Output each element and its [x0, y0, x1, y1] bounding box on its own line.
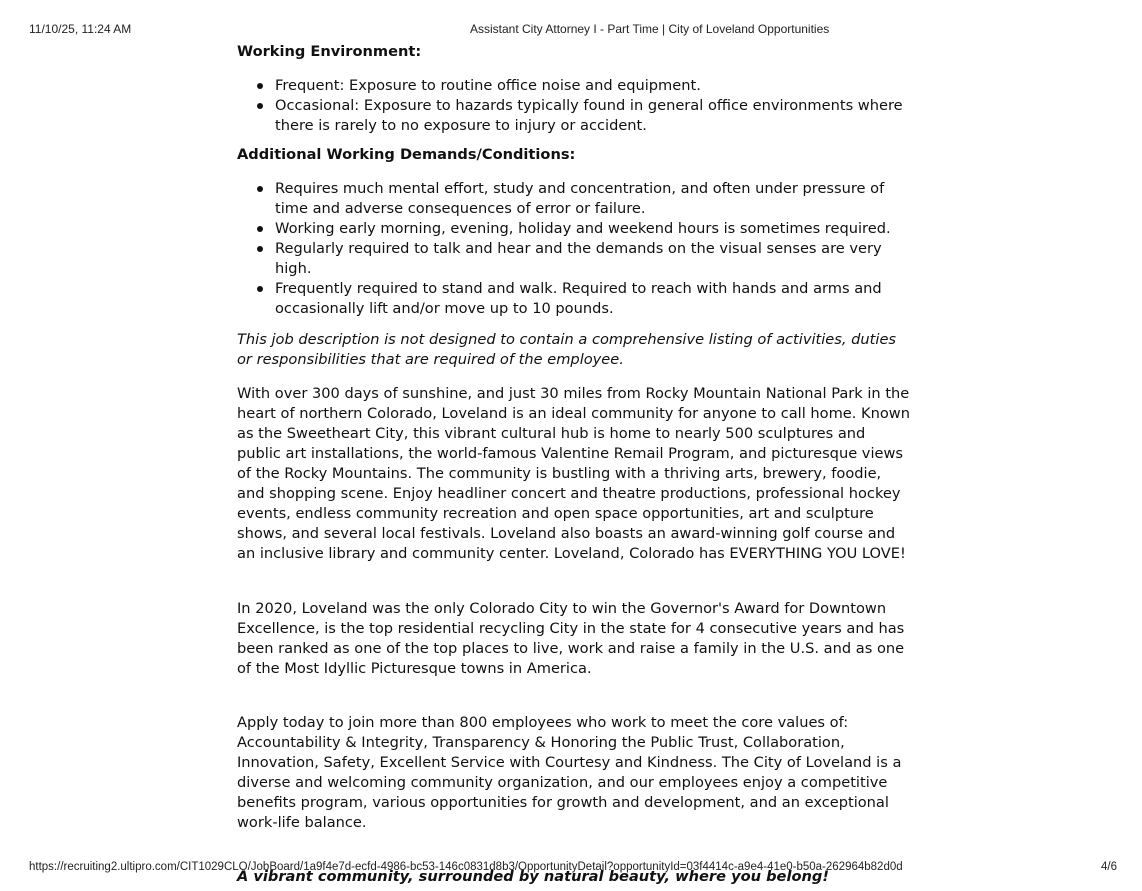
page-number: 4/6: [1101, 861, 1117, 873]
list-item: Working early morning, evening, holiday and weekend hours is sometimes required.: [275, 219, 913, 239]
about-paragraph-3: Apply today to join more than 800 employees who work to meet the core values of: Accountability & Integrity, Transparency & Honoring the Public Trust, Collaboration, Innovation, Safety, Excellent Service with Courtesy and Kindness. The City of Loveland is a diverse and welcoming community organization, and our employees enjoy a competitive benefits program, various opportunities for growth and development, and an exceptional work-life balance.: [237, 714, 902, 831]
list-item: Frequent: Exposure to routine office noise and equipment.: [275, 76, 913, 96]
additional-demands-heading: Additional Working Demands/Conditions:: [237, 146, 576, 163]
working-environment-list: [237, 76, 913, 136]
list-item: Requires much mental effort, study and concentration, and often under pressure of time and adverse consequences of error or failure.: [275, 179, 913, 219]
additional-demands-list: [237, 179, 913, 319]
tagline: A vibrant community, surrounded by natural beauty, where you belong!: [237, 868, 829, 885]
page-title: Assistant City Attorney I - Part Time | City of Loveland Opportunities: [470, 22, 830, 36]
about-paragraph-2: In 2020, Loveland was the only Colorado City to win the Governor's Award for Downtown Excellence, is the top residential recycling City in the state for 4 consecutive years and has been ranked as one of the top places to live, work and raise a family in the U.S. and as one of the Most Idyllic Picturesque towns in America.: [237, 600, 905, 677]
page-url: https://recruiting2.ultipro.com/CIT1029CLO/JobBoard/1a9f4e7d-ecfd-4986-bc53-146c0831d8b3/OpportunityDetail?opportunityId=03f4414c-a9e4-41e0-b50a-262964b82d0d: [29, 861, 903, 873]
list-item: Frequently required to stand and walk. Required to reach with hands and arms and occasionally lift and/or move up to 10 pounds.: [275, 279, 913, 319]
list-item: Regularly required to talk and hear and the demands on the visual senses are very high.: [275, 239, 913, 279]
disclaimer: This job description is not designed to contain a comprehensive listing of activities, duties or responsibilities that are required of the employee.: [237, 331, 897, 368]
document-content: [237, 42, 913, 887]
list-item: Occasional: Exposure to hazards typically found in general office environments where there is rarely to no exposure to injury or accident.: [275, 96, 913, 136]
working-environment-heading: Working Environment:: [237, 43, 422, 60]
about-paragraph-1: With over 300 days of sunshine, and just 30 miles from Rocky Mountain National Park in the heart of northern Colorado, Loveland is an ideal community for anyone to call home. Known as the Sweetheart City, this vibrant cultural hub is home to nearly 500 sculptures and public art installations, the world-famous Valentine Remail Program, and picturesque views of the Rocky Mountains. The community is bustling with a thriving arts, brewery, foodie, and shopping scene. Enjoy headliner concert and theatre productions, professional hockey events, endless community recreation and open space opportunities, art and sculpture shows, and several local festivals. Loveland also boasts an award-winning golf course and an inclusive library and community center. Loveland, Colorado has EVERYTHING YOU LOVE!: [237, 385, 910, 562]
print-timestamp: 11/10/25, 11:24 AM: [29, 22, 132, 36]
